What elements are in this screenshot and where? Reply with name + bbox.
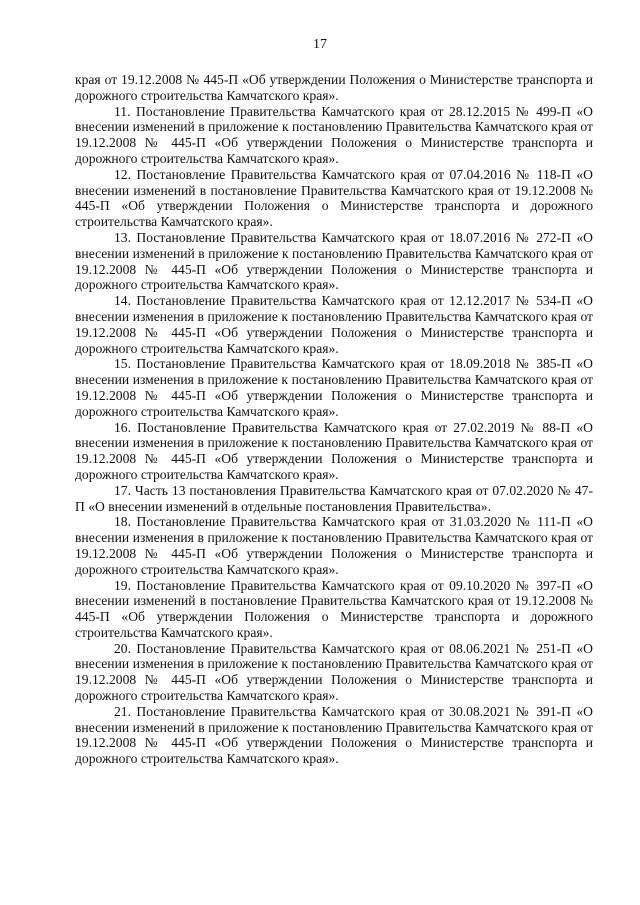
paragraph-item-12: 12. Постановление Правительства Камчатского края от 07.04.2016 № 118-П «О внесении изменений в постановление Правительства Камчатского края от 19.12.2008 № 445-П «Об утверждении Положения о Министерстве транспорта и дорожного строительства Камчатского края». — [75, 166, 593, 230]
paragraph-item-14: 14. Постановление Правительства Камчатского края от 12.12.2017 № 534-П «О внесении изменения в приложение к постановлению Правительства Камчатского края от 19.12.2008 № 445-П «Об утверждении Положения о Министерстве транспорта и дорожного строительства Камчатского края». — [75, 293, 593, 356]
paragraph-item-15: 15. Постановление Правительства Камчатского края от 18.09.2018 № 385-П «О внесении изменения в приложение к постановлению Правительства Камчатского края от 19.12.2008 № 445-П «Об утверждении Положения о Министерстве транспорта и дорожного строительства Камчатского края». — [75, 356, 593, 419]
paragraph-item-17: 17. Часть 13 постановления Правительства Камчатского края от 07.02.2020 № 47-П «О внесении изменений в отдельные постановления Правительства». — [75, 482, 593, 514]
paragraph-item-19: 19. Постановление Правительства Камчатского края от 09.10.2020 № 397-П «О внесении изменений в постановление Правительства Камчатского края от 19.12.2008 № 445-П «Об утверждении Положения о Министерстве транспорта и дорожного строительства Камчатского края». — [75, 577, 593, 640]
document-body — [75, 72, 593, 767]
paragraph-item-11: 11. Постановление Правительства Камчатского края от 28.12.2015 № 499-П «О внесении изменений в приложение к постановлению Правительства Камчатского края от 19.12.2008 № 445-П «Об утверждении Положения о Министерстве транспорта и дорожного строительства Камчатского края». — [75, 103, 593, 166]
paragraph-item-21: 21. Постановление Правительства Камчатского края от 30.08.2021 № 391-П «О внесении изменений в приложение к постановлению Правительства Камчатского края от 19.12.2008 № 445-П «Об утверждении Положения о Министерстве транспорта и дорожного строительства Камчатского края». — [75, 703, 593, 767]
page-number: 17 — [313, 37, 327, 52]
paragraph-item-13: 13. Постановление Правительства Камчатского края от 18.07.2016 № 272-П «О внесении изменений в приложение к постановлению Правительства Камчатского края от 19.12.2008 № 445-П «Об утверждении Положения о Министерстве транспорта и дорожного строительства Камчатского края». — [75, 229, 593, 293]
paragraph-item-20: 20. Постановление Правительства Камчатского края от 08.06.2021 № 251-П «О внесении изменения в приложение к постановлению Правительства Камчатского края от 19.12.2008 № 445-П «Об утверждении Положения о Министерстве транспорта и дорожного строительства Камчатского края». — [75, 640, 593, 704]
paragraph-continuation: края от 19.12.2008 № 445-П «Об утверждении Положения о Министерстве транспорта и дорожного строительства Камчатского края». — [75, 72, 593, 103]
paragraph-item-16: 16. Постановление Правительства Камчатского края от 27.02.2019 № 88-П «О внесении изменения в приложение к постановлению Правительства Камчатского края от 19.12.2008 № 445-П «Об утверждении Положения о Министерстве транспорта и дорожного строительства Камчатского края». — [75, 419, 593, 482]
paragraph-item-18: 18. Постановление Правительства Камчатского края от 31.03.2020 № 111-П «О внесении изменения в приложение к постановлению Правительства Камчатского края от 19.12.2008 № 445-П «Об утверждении Положения о Министерстве транспорта и дорожного строительства Камчатского края». — [75, 514, 593, 577]
